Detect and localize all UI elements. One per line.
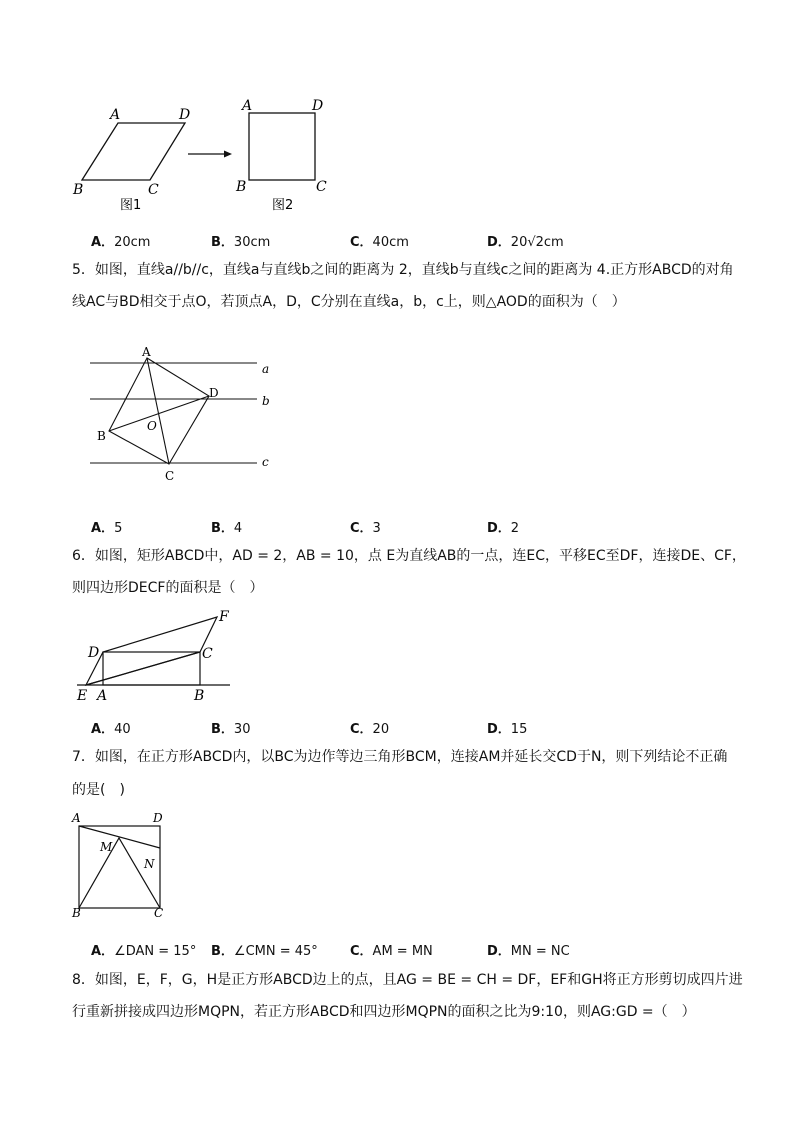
- q5-label-d: D: [209, 386, 219, 400]
- q5-line-label-a: a: [262, 362, 270, 376]
- q5-label-b: B: [97, 429, 106, 443]
- q7-segment-an: [79, 826, 160, 848]
- q5-square: [109, 358, 209, 464]
- q4-fig2-caption: 图2: [272, 198, 294, 213]
- q7-label-n: N: [144, 857, 155, 871]
- q7-option-c: C．AM = MN: [350, 944, 433, 959]
- q7-label-b: B: [72, 906, 81, 920]
- q7-label-c: C: [154, 906, 164, 920]
- q6-label-d: D: [88, 645, 100, 661]
- q8-stem-line2: 行重新拼接成四边形MQPN，若正方形ABCD和四边形MQPN的面积之比为9:10，则AG:GD =（ ）: [72, 1004, 696, 1020]
- q5-label-o: O: [147, 419, 157, 433]
- q7-option-a: A．∠DAN = 15°: [91, 944, 197, 959]
- q5-option-d: D．2: [487, 521, 520, 536]
- q6-label-e: E: [77, 688, 88, 704]
- q6-option-d: D．15: [487, 722, 528, 737]
- q4-figure: [60, 95, 360, 220]
- q6-rectangle: [103, 652, 200, 685]
- q6-option-c: C．20: [350, 722, 390, 737]
- q6-parallelogram-decf: [86, 617, 217, 685]
- q4-parallelogram: [82, 123, 185, 180]
- q5-option-b: B．4: [211, 521, 243, 536]
- q5-option-a: A．5: [91, 521, 123, 536]
- q6-label-c: C: [202, 646, 213, 662]
- q6-label-b: B: [194, 688, 205, 704]
- q4-fig2-label-d: D: [312, 98, 324, 114]
- q7-option-b: B．∠CMN = 45°: [211, 944, 318, 959]
- q6-stem-line2: 则四边形DECF的面积是（ ）: [72, 580, 264, 596]
- q6-figure: [72, 605, 242, 705]
- q4-fig2-label-c: C: [316, 179, 327, 195]
- q4-option-d: D．20√2cm: [487, 235, 564, 250]
- q6-label-f: F: [219, 609, 229, 625]
- q4-option-c: C．40cm: [350, 235, 409, 250]
- q7-label-a: A: [72, 811, 81, 825]
- q4-fig2-label-a: A: [242, 98, 253, 114]
- q7-triangle-bcm: [79, 838, 160, 908]
- q5-option-c: C．3: [350, 521, 381, 536]
- q5-label-a: A: [142, 345, 151, 359]
- q7-figure: [66, 808, 176, 923]
- q4-option-a: A．20cm: [91, 235, 151, 250]
- q6-label-a: A: [97, 688, 108, 704]
- q7-option-d: D．MN = NC: [487, 944, 570, 959]
- q5-stem-line1: 5．如图，直线a//b//c，直线a与直线b之间的距离为 2，直线b与直线c之间的距离为 4.正方形ABCD的对角: [72, 262, 734, 278]
- q5-line-label-c: c: [262, 455, 269, 469]
- q4-fig1-label-a: A: [110, 107, 121, 123]
- q4-fig1-label-c: C: [148, 182, 159, 198]
- q4-square: [249, 113, 315, 180]
- q5-line-label-b: b: [262, 394, 270, 408]
- q7-stem-line2: 的是( ): [72, 782, 125, 798]
- q4-fig1-caption: 图1: [120, 198, 142, 213]
- q5-stem-line2: 线AC与BD相交于点O，若顶点A，D，C分别在直线a，b，c上，则△AOD的面积为（ ）: [72, 294, 626, 310]
- q4-fig1-label-d: D: [179, 107, 191, 123]
- arrow-head-icon: [224, 151, 232, 158]
- q6-option-b: B．30: [211, 722, 251, 737]
- q7-label-d: D: [153, 811, 163, 825]
- q7-stem-line1: 7．如图，在正方形ABCD内，以BC为边作等边三角形BCM，连接AM并延长交CD于N，则下列结论不正确: [72, 749, 728, 765]
- q8-stem-line1: 8．如图，E，F，G，H是正方形ABCD边上的点，且AG = BE = CH = DF，EF和GH将正方形剪切成四片进: [72, 972, 743, 988]
- q4-fig2-label-b: B: [236, 179, 247, 195]
- q6-stem-line1: 6．如图，矩形ABCD中，AD = 2，AB = 10，点 E为直线AB的一点，连EC，平移EC至DF，连接DE、CF，: [72, 548, 746, 564]
- q4-fig1-label-b: B: [73, 182, 84, 198]
- q6-option-a: A．40: [91, 722, 131, 737]
- q5-label-c: C: [165, 469, 175, 483]
- q5-figure: [85, 340, 285, 485]
- q4-option-b: B．30cm: [211, 235, 271, 250]
- q7-label-m: M: [100, 840, 113, 854]
